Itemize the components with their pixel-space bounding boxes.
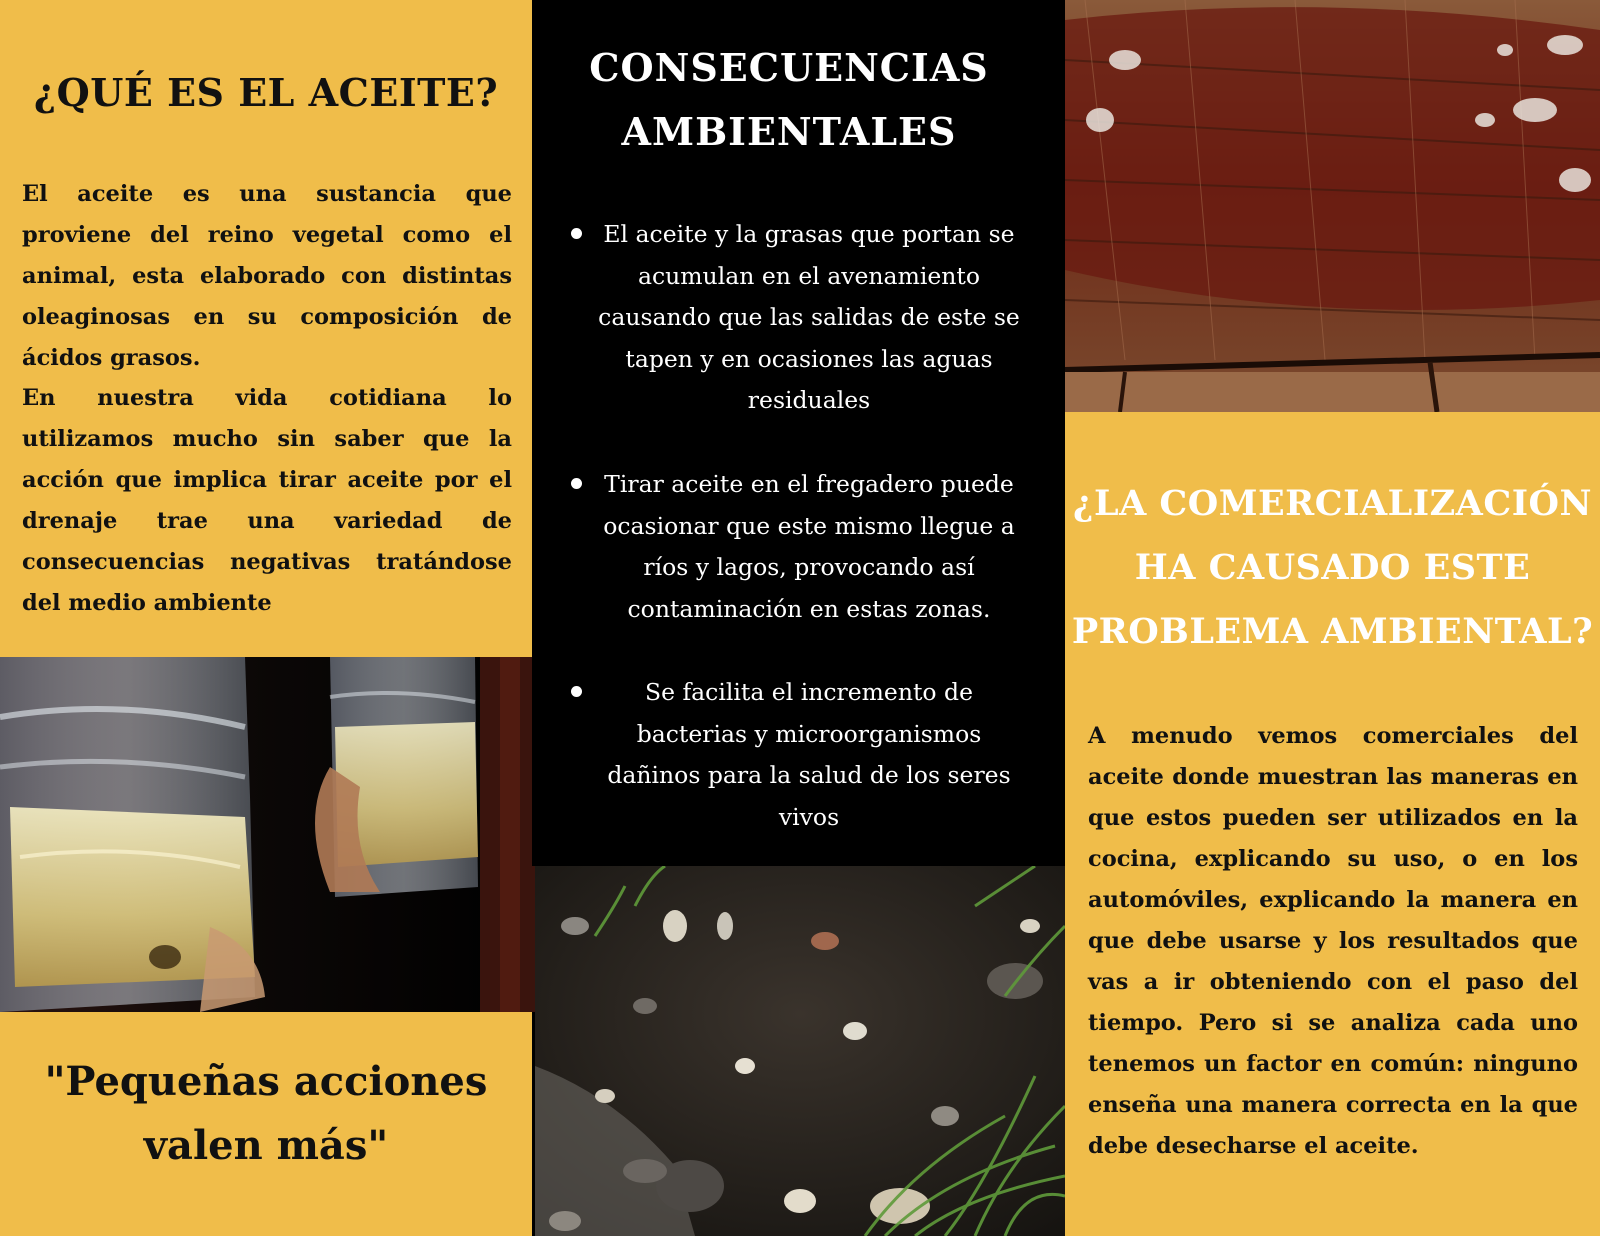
bullet-dot-icon (571, 686, 582, 697)
commercialization-paragraph: A menudo vemos comerciales del aceite donde muestran las maneras en que estos pueden ser utilizados en la cocina, explicando su uso, o en los automóviles, explicando la manera en que debe usarse y los resultados que vas a ir obteniendo con el paso del tiempo. Pero si se analiza cada uno tenemos un factor en común: ninguno enseña una manera correcta en la que debe desecharse el aceite. (1088, 723, 1578, 1159)
quote-text: "Pequeñas acciones valen más" (44, 1058, 488, 1169)
stained-wood-photo (1065, 0, 1600, 412)
consequence-text: Tirar aceite en el fregadero puede ocasionar que este mismo llegue a ríos y lagos, provocando así contaminación en estas zonas. (603, 470, 1015, 623)
consequence-text: Se facilita el incremento de bacterias y microorganismos dañinos para la salud de los seres vivos (607, 678, 1011, 831)
left-title: ¿QUÉ ES EL ACEITE? (33, 70, 499, 115)
left-paragraph-1: El aceite es una sustancia que proviene del reino vegetal como el animal, esta elaborado con distintas oleaginosas en su composición de ácidos grasos. (22, 181, 512, 371)
bullet-dot-icon (571, 228, 582, 239)
consequence-text: El aceite y la grasas que portan se acumulan en el avenamiento causando que las salidas de este se tapen y en ocasiones las aguas residuales (598, 220, 1020, 414)
oil-bottle-photo (0, 657, 536, 1012)
left-paragraph-2: En nuestra vida cotidiana lo utilizamos mucho sin saber que la acción que implica tirar aceite por el drenaje trae una variedad de consecuencias negativas tratándose del medio ambiente (22, 385, 512, 616)
commercialization-title: ¿LA COMERCIALIZACIÓN HA CAUSADO ESTE PROBLEMA AMBIENTAL? (1071, 483, 1594, 652)
soil-ground-photo (535, 866, 1065, 1236)
bullet-dot-icon (571, 478, 582, 489)
consequences-title: CONSECUENCIAS AMBIENTALES (589, 45, 989, 154)
